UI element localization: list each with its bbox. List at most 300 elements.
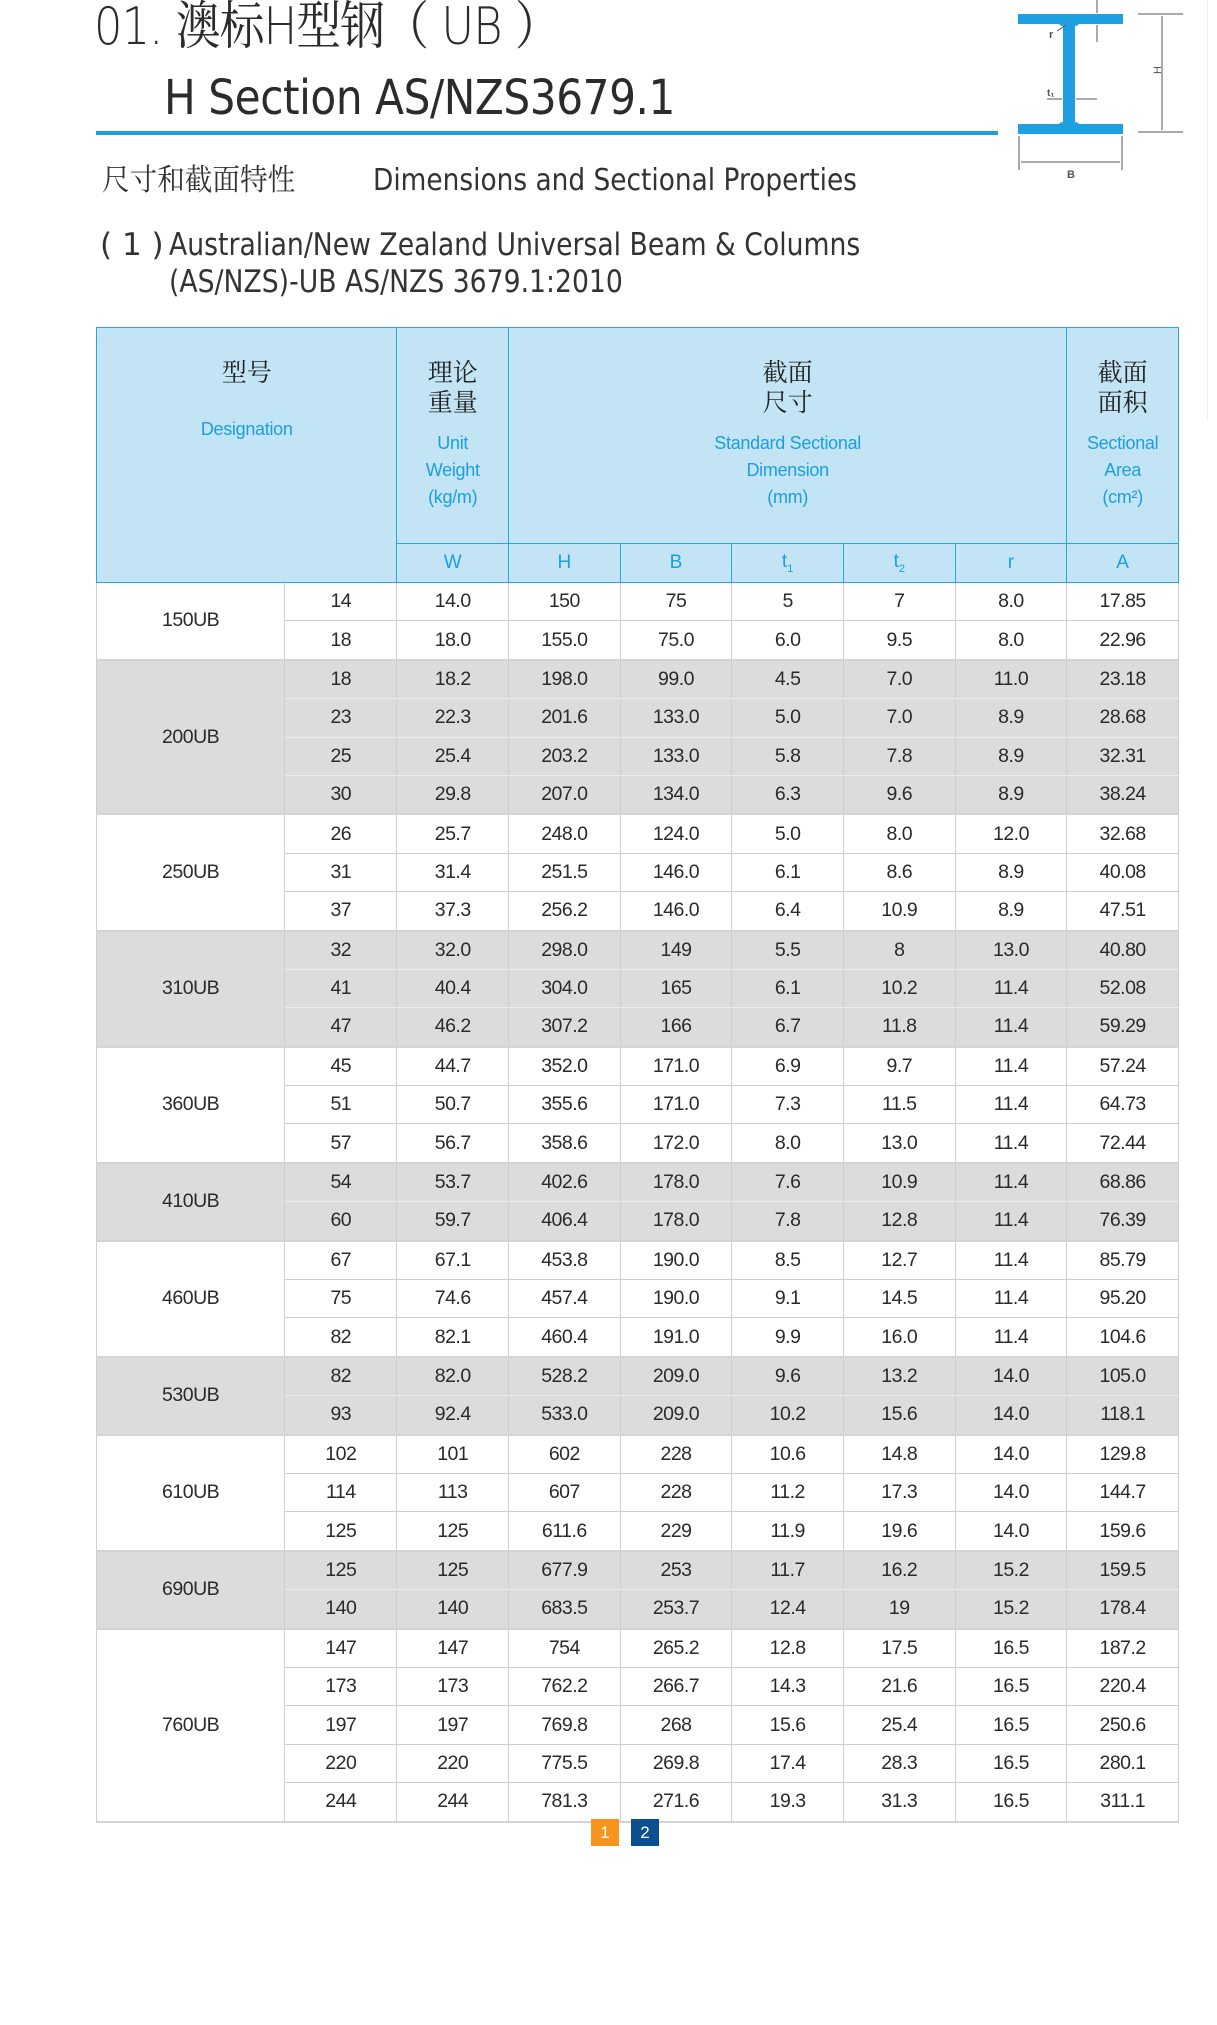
cell-weight: 50.7	[397, 1086, 509, 1124]
cell-area: 159.5	[1067, 1551, 1179, 1590]
cell-area: 40.08	[1067, 853, 1179, 891]
cell-area: 104.6	[1067, 1318, 1179, 1357]
cell-t2: 11.8	[843, 1008, 955, 1047]
cell-t2: 14.8	[843, 1435, 955, 1474]
cell-weight: 37.3	[397, 892, 509, 931]
cell-size: 54	[285, 1163, 397, 1202]
cell-b: 99.0	[620, 660, 732, 699]
cell-weight: 32.0	[397, 931, 509, 970]
cell-t2: 17.5	[843, 1629, 955, 1668]
cell-size: 41	[285, 969, 397, 1007]
cell-designation: 410UB	[97, 1163, 285, 1241]
cell-weight: 56.7	[397, 1124, 509, 1163]
header-symbol-w	[397, 544, 509, 583]
cell-r: 8.9	[955, 853, 1067, 891]
cell-weight: 125	[397, 1551, 509, 1590]
table-row	[97, 1629, 1179, 1668]
cell-r: 8.9	[955, 892, 1067, 931]
cell-t2: 7.0	[843, 660, 955, 699]
cell-h: 355.6	[509, 1086, 621, 1124]
cell-r: 14.0	[955, 1473, 1067, 1511]
cell-b: 171.0	[620, 1086, 732, 1124]
cell-b: 229	[620, 1512, 732, 1551]
cell-weight: 82.1	[397, 1318, 509, 1357]
cell-t1: 15.6	[732, 1706, 844, 1744]
header-symbol-subscript: 1	[787, 562, 794, 575]
cell-h: 457.4	[509, 1280, 621, 1318]
table-row	[97, 1357, 1179, 1396]
cell-r: 11.4	[955, 1008, 1067, 1047]
cell-h: 198.0	[509, 660, 621, 699]
cell-size: 67	[285, 1241, 397, 1280]
header-weight-en1: Unit	[437, 433, 469, 453]
header-symbol-text: r	[1007, 552, 1015, 573]
cell-r: 11.4	[955, 1086, 1067, 1124]
cell-area: 118.1	[1067, 1396, 1179, 1435]
cell-r: 13.0	[955, 931, 1067, 970]
cell-weight: 59.7	[397, 1202, 509, 1241]
cell-r: 14.0	[955, 1512, 1067, 1551]
cell-designation: 150UB	[97, 583, 285, 660]
header-symbol-text: A	[1116, 552, 1129, 573]
cell-area: 52.08	[1067, 969, 1179, 1007]
cell-b: 209.0	[620, 1396, 732, 1435]
header-area-cn2: 面积	[1097, 388, 1148, 417]
cell-weight: 244	[397, 1783, 509, 1822]
cell-size: 114	[285, 1473, 397, 1511]
header-unit-weight	[397, 328, 509, 544]
cell-h: 406.4	[509, 1202, 621, 1241]
cell-size: 220	[285, 1744, 397, 1782]
cell-weight: 29.8	[397, 775, 509, 814]
cell-r: 11.4	[955, 1163, 1067, 1202]
cell-r: 15.2	[955, 1590, 1067, 1629]
cell-r: 11.4	[955, 1318, 1067, 1357]
cell-t1: 6.7	[732, 1008, 844, 1047]
subsection-title-line1: Australian/New Zealand Universal Beam & Columns	[169, 227, 861, 263]
cell-size: 57	[285, 1124, 397, 1163]
cell-weight: 82.0	[397, 1357, 509, 1396]
cell-h: 201.6	[509, 699, 621, 737]
radius-label: r	[1049, 29, 1054, 41]
cell-weight: 22.3	[397, 699, 509, 737]
cell-b: 172.0	[620, 1124, 732, 1163]
cell-t1: 5.5	[732, 931, 844, 970]
cell-b: 253.7	[620, 1590, 732, 1629]
cell-h: 754	[509, 1629, 621, 1668]
header-dimension-cn1: 截面	[762, 358, 813, 387]
cell-size: 102	[285, 1435, 397, 1474]
cell-designation: 310UB	[97, 931, 285, 1047]
cell-b: 271.6	[620, 1783, 732, 1822]
cell-b: 149	[620, 931, 732, 970]
cell-weight: 101	[397, 1435, 509, 1474]
width-dimension	[1019, 136, 1122, 170]
cell-weight: 53.7	[397, 1163, 509, 1202]
cell-h: 762.2	[509, 1667, 621, 1705]
cell-weight: 31.4	[397, 853, 509, 891]
header-area-en2: Area	[1104, 460, 1142, 480]
cell-b: 269.8	[620, 1744, 732, 1782]
cell-h: 683.5	[509, 1590, 621, 1629]
cell-size: 244	[285, 1783, 397, 1822]
header-area	[1067, 328, 1179, 544]
cell-h: 769.8	[509, 1706, 621, 1744]
cell-t1: 6.9	[732, 1047, 844, 1086]
cell-weight: 25.7	[397, 814, 509, 853]
cell-designation: 360UB	[97, 1047, 285, 1163]
cell-b: 228	[620, 1473, 732, 1511]
cell-t1: 7.6	[732, 1163, 844, 1202]
table-row	[97, 1163, 1179, 1202]
cell-r: 11.4	[955, 1202, 1067, 1241]
cell-t2: 10.9	[843, 892, 955, 931]
cell-designation: 200UB	[97, 660, 285, 815]
cell-b: 165	[620, 969, 732, 1007]
cell-size: 18	[285, 660, 397, 699]
cell-size: 45	[285, 1047, 397, 1086]
cell-r: 16.5	[955, 1783, 1067, 1822]
table-row	[97, 931, 1179, 970]
cell-area: 95.20	[1067, 1280, 1179, 1318]
cell-r: 8.9	[955, 737, 1067, 775]
header-weight-cn1: 理论	[427, 358, 478, 387]
subsection-number: ( 1 )	[100, 227, 164, 263]
cell-weight: 197	[397, 1706, 509, 1744]
cell-size: 32	[285, 931, 397, 970]
cell-size: 82	[285, 1357, 397, 1396]
cell-area: 17.85	[1067, 583, 1179, 621]
cell-b: 134.0	[620, 775, 732, 814]
cell-area: 85.79	[1067, 1241, 1179, 1280]
cell-area: 280.1	[1067, 1744, 1179, 1782]
cell-t1: 11.2	[732, 1473, 844, 1511]
header-symbol-text: t	[781, 551, 788, 573]
cell-r: 8.9	[955, 775, 1067, 814]
cell-t1: 10.6	[732, 1435, 844, 1474]
cell-t2: 9.6	[843, 775, 955, 814]
cell-weight: 44.7	[397, 1047, 509, 1086]
cell-t2: 9.5	[843, 621, 955, 660]
cell-h: 460.4	[509, 1318, 621, 1357]
table-row	[97, 1241, 1179, 1280]
cell-area: 187.2	[1067, 1629, 1179, 1668]
cell-designation: 690UB	[97, 1551, 285, 1629]
cell-area: 47.51	[1067, 892, 1179, 931]
cell-h: 402.6	[509, 1163, 621, 1202]
cell-t2: 14.5	[843, 1280, 955, 1318]
header-symbol-text: H	[557, 552, 572, 573]
cell-h: 155.0	[509, 621, 621, 660]
cell-h: 150	[509, 583, 621, 621]
cell-h: 781.3	[509, 1783, 621, 1822]
header-designation	[97, 328, 397, 583]
cell-r: 14.0	[955, 1357, 1067, 1396]
cell-h: 203.2	[509, 737, 621, 775]
table-row	[97, 1435, 1179, 1474]
web-thickness-label: t₁	[1047, 88, 1055, 99]
cell-t2: 15.6	[843, 1396, 955, 1435]
cell-area: 59.29	[1067, 1008, 1179, 1047]
cell-h: 533.0	[509, 1396, 621, 1435]
cell-r: 16.5	[955, 1629, 1067, 1668]
cell-t1: 11.7	[732, 1551, 844, 1590]
cell-area: 28.68	[1067, 699, 1179, 737]
cell-size: 14	[285, 583, 397, 621]
cell-area: 23.18	[1067, 660, 1179, 699]
cell-size: 125	[285, 1512, 397, 1551]
cell-area: 32.31	[1067, 737, 1179, 775]
cell-h: 358.6	[509, 1124, 621, 1163]
cell-t1: 5	[732, 583, 844, 621]
cell-size: 30	[285, 775, 397, 814]
cell-b: 209.0	[620, 1357, 732, 1396]
cell-b: 146.0	[620, 853, 732, 891]
cell-t2: 8.0	[843, 814, 955, 853]
cell-designation: 250UB	[97, 814, 285, 930]
cell-h: 677.9	[509, 1551, 621, 1590]
cell-t1: 5.0	[732, 814, 844, 853]
cell-size: 37	[285, 892, 397, 931]
cell-size: 23	[285, 699, 397, 737]
header-symbol-subscript: 2	[898, 562, 905, 575]
cell-h: 453.8	[509, 1241, 621, 1280]
cell-r: 11.4	[955, 1280, 1067, 1318]
cell-weight: 147	[397, 1629, 509, 1668]
section-heading-en: Dimensions and Sectional Properties	[373, 163, 857, 198]
cell-t2: 13.2	[843, 1357, 955, 1396]
cell-r: 12.0	[955, 814, 1067, 853]
cell-area: 178.4	[1067, 1590, 1179, 1629]
cell-size: 18	[285, 621, 397, 660]
cell-size: 140	[285, 1590, 397, 1629]
cell-t2: 7.0	[843, 699, 955, 737]
cell-weight: 14.0	[397, 583, 509, 621]
cell-area: 220.4	[1067, 1667, 1179, 1705]
cell-t1: 9.9	[732, 1318, 844, 1357]
cell-area: 64.73	[1067, 1086, 1179, 1124]
header-area-en1: Sectional	[1086, 433, 1159, 453]
cell-t1: 8.5	[732, 1241, 844, 1280]
cell-b: 191.0	[620, 1318, 732, 1357]
cell-t1: 11.9	[732, 1512, 844, 1551]
cell-area: 250.6	[1067, 1706, 1179, 1744]
cell-h: 256.2	[509, 892, 621, 931]
cell-size: 173	[285, 1667, 397, 1705]
cell-b: 124.0	[620, 814, 732, 853]
cell-t2: 28.3	[843, 1744, 955, 1782]
cell-t1: 12.4	[732, 1590, 844, 1629]
header-weight-en2: Weight	[425, 460, 480, 480]
cell-size: 26	[285, 814, 397, 853]
cell-h: 775.5	[509, 1744, 621, 1782]
page-title-en: H Section AS/NZS3679.1	[164, 70, 675, 126]
cell-t2: 8	[843, 931, 955, 970]
cell-size: 197	[285, 1706, 397, 1744]
page-edge-shadow	[1207, 0, 1208, 420]
cell-designation: 460UB	[97, 1241, 285, 1357]
header-area-en3: (cm²)	[1102, 487, 1143, 507]
ub-properties-table	[96, 327, 1179, 1823]
cell-r: 11.4	[955, 1124, 1067, 1163]
cell-designation: 530UB	[97, 1357, 285, 1435]
cell-weight: 113	[397, 1473, 509, 1511]
cell-t2: 31.3	[843, 1783, 955, 1822]
cell-b: 190.0	[620, 1241, 732, 1280]
cell-t1: 14.3	[732, 1667, 844, 1705]
cell-b: 178.0	[620, 1202, 732, 1241]
cell-area: 40.80	[1067, 931, 1179, 970]
cell-r: 16.5	[955, 1667, 1067, 1705]
cell-weight: 92.4	[397, 1396, 509, 1435]
cell-t2: 17.3	[843, 1473, 955, 1511]
cell-b: 228	[620, 1435, 732, 1474]
table-row	[97, 1047, 1179, 1086]
cell-h: 251.5	[509, 853, 621, 891]
cell-size: 82	[285, 1318, 397, 1357]
header-symbol-a	[1067, 544, 1179, 583]
cell-weight: 125	[397, 1512, 509, 1551]
cell-b: 265.2	[620, 1629, 732, 1668]
cell-area: 72.44	[1067, 1124, 1179, 1163]
header-dimension-en2: Dimension	[746, 460, 829, 480]
cell-weight: 18.0	[397, 621, 509, 660]
table-row	[97, 583, 1179, 621]
cell-weight: 220	[397, 1744, 509, 1782]
cell-b: 75	[620, 583, 732, 621]
page-2-button[interactable]: 2	[631, 1819, 659, 1846]
table-row	[97, 660, 1179, 699]
cell-r: 8.0	[955, 583, 1067, 621]
cell-t2: 16.2	[843, 1551, 955, 1590]
header-symbol-text: W	[443, 552, 462, 573]
cell-area: 311.1	[1067, 1783, 1179, 1822]
cell-t2: 11.5	[843, 1086, 955, 1124]
cell-t1: 12.8	[732, 1629, 844, 1668]
cell-weight: 74.6	[397, 1280, 509, 1318]
cell-h: 307.2	[509, 1008, 621, 1047]
cell-r: 16.5	[955, 1706, 1067, 1744]
i-beam-shape-icon	[1018, 14, 1123, 134]
header-dimension	[509, 328, 1067, 544]
cell-h: 352.0	[509, 1047, 621, 1086]
cell-area: 105.0	[1067, 1357, 1179, 1396]
header-dimension-en1: Standard Sectional	[714, 433, 862, 453]
table-row	[97, 1551, 1179, 1590]
cell-h: 304.0	[509, 969, 621, 1007]
header-symbol-t2	[843, 544, 955, 583]
cell-r: 8.9	[955, 699, 1067, 737]
cell-t2: 19.6	[843, 1512, 955, 1551]
width-label: B	[1067, 169, 1075, 181]
header-weight-cn2: 重量	[427, 388, 478, 417]
cell-area: 159.6	[1067, 1512, 1179, 1551]
page-1-button[interactable]: 1	[591, 1819, 619, 1846]
cell-h: 602	[509, 1435, 621, 1474]
cell-area: 57.24	[1067, 1047, 1179, 1086]
cell-t1: 9.1	[732, 1280, 844, 1318]
cell-t1: 6.0	[732, 621, 844, 660]
cell-t1: 7.8	[732, 1202, 844, 1241]
header-symbol-t1	[732, 544, 844, 583]
cell-r: 15.2	[955, 1551, 1067, 1590]
cell-r: 11.0	[955, 660, 1067, 699]
cell-t2: 7.8	[843, 737, 955, 775]
cell-t2: 13.0	[843, 1124, 955, 1163]
cell-b: 166	[620, 1008, 732, 1047]
header-dimension-cn2: 尺寸	[762, 388, 813, 417]
cell-t2: 16.0	[843, 1318, 955, 1357]
cell-area: 76.39	[1067, 1202, 1179, 1241]
cell-size: 47	[285, 1008, 397, 1047]
cell-size: 25	[285, 737, 397, 775]
cell-t2: 7	[843, 583, 955, 621]
cell-b: 146.0	[620, 892, 732, 931]
web	[1063, 22, 1075, 126]
cell-h: 298.0	[509, 931, 621, 970]
cell-t1: 6.3	[732, 775, 844, 814]
cell-b: 266.7	[620, 1667, 732, 1705]
cell-t1: 6.1	[732, 853, 844, 891]
cell-size: 147	[285, 1629, 397, 1668]
height-label: H	[1152, 66, 1164, 74]
cell-t2: 10.2	[843, 969, 955, 1007]
header-weight-en3: (kg/m)	[428, 487, 478, 507]
cell-size: 93	[285, 1396, 397, 1435]
cell-weight: 140	[397, 1590, 509, 1629]
cell-r: 11.4	[955, 969, 1067, 1007]
cell-r: 16.5	[955, 1744, 1067, 1782]
cell-r: 8.0	[955, 621, 1067, 660]
cell-area: 129.8	[1067, 1435, 1179, 1474]
cell-t2: 9.7	[843, 1047, 955, 1086]
cell-size: 125	[285, 1551, 397, 1590]
header-symbol-text: B	[669, 552, 683, 573]
cell-weight: 18.2	[397, 660, 509, 699]
cell-t2: 10.9	[843, 1163, 955, 1202]
cell-area: 68.86	[1067, 1163, 1179, 1202]
subsection-title-line2: (AS/NZS)-UB AS/NZS 3679.1:2010	[169, 264, 623, 300]
cell-b: 171.0	[620, 1047, 732, 1086]
cell-t1: 10.2	[732, 1396, 844, 1435]
header-symbol-text: t	[893, 551, 899, 573]
cell-t1: 5.0	[732, 699, 844, 737]
cell-b: 178.0	[620, 1163, 732, 1202]
cell-r: 11.4	[955, 1241, 1067, 1280]
cell-designation: 610UB	[97, 1435, 285, 1551]
cell-h: 528.2	[509, 1357, 621, 1396]
table-row	[97, 814, 1179, 853]
cell-t1: 6.4	[732, 892, 844, 931]
cell-t2: 12.7	[843, 1241, 955, 1280]
header-dimension-en3: (mm)	[767, 487, 809, 507]
cell-weight: 25.4	[397, 737, 509, 775]
title-divider	[96, 131, 998, 135]
cell-weight: 173	[397, 1667, 509, 1705]
cell-b: 133.0	[620, 699, 732, 737]
cell-t1: 4.5	[732, 660, 844, 699]
cell-t2: 25.4	[843, 1706, 955, 1744]
header-symbol-b	[620, 544, 732, 583]
h-section-diagram	[1005, 0, 1205, 190]
cell-b: 253	[620, 1551, 732, 1590]
cell-t1: 7.3	[732, 1086, 844, 1124]
cell-area: 32.68	[1067, 814, 1179, 853]
header-designation-cn: 型号	[221, 358, 272, 387]
cell-t1: 9.6	[732, 1357, 844, 1396]
table-body	[97, 583, 1179, 1822]
cell-t1: 5.8	[732, 737, 844, 775]
